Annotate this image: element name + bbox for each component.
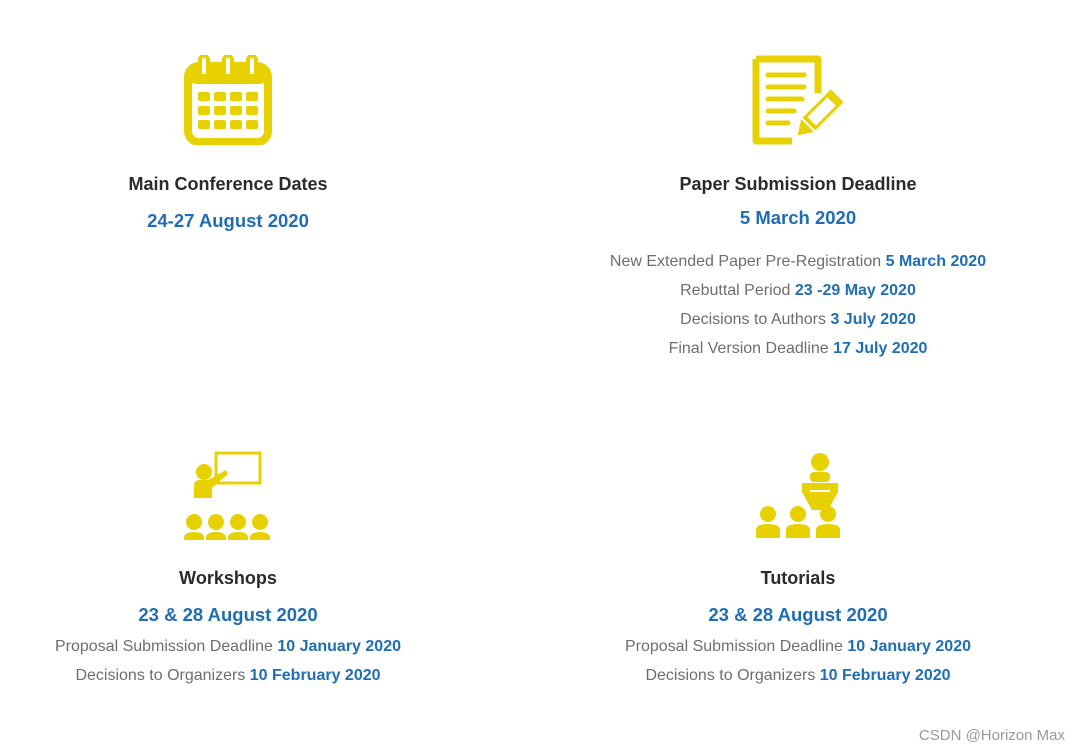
- paper-submission-date: 5 March 2020: [739, 207, 857, 228]
- workshops-item-label: Decisions to Organizers: [75, 667, 246, 684]
- paper-item-label: Decisions to Authors: [680, 311, 826, 328]
- tutorials-item-value: 10 January 2020: [847, 638, 971, 655]
- tutorials-item-label: Decisions to Organizers: [645, 667, 816, 684]
- speaker-podium-icon: [752, 450, 844, 540]
- tutorials-date: 23 & 28 August 2020: [708, 604, 888, 625]
- workshops-item-label: Proposal Submission Deadline: [54, 638, 273, 655]
- paper-item-value: 3 July 2020: [830, 311, 916, 328]
- paper-item-final-version: [538, 340, 1058, 358]
- paper-item-pre-registration: [538, 253, 1058, 271]
- tutorials-card: [538, 440, 1058, 700]
- workshops-item-decisions: [0, 667, 488, 685]
- paper-item-label: Final Version Deadline: [668, 340, 829, 357]
- workshops-date: 23 & 28 August 2020: [138, 604, 318, 625]
- tutorials-item-decisions: [538, 667, 1058, 685]
- paper-item-rebuttal: [538, 282, 1058, 300]
- workshops-item-value: 10 January 2020: [277, 638, 401, 655]
- paper-item-decisions: [538, 311, 1058, 329]
- tutorials-item-label: Proposal Submission Deadline: [624, 638, 843, 655]
- tutorials-title: Tutorials: [760, 568, 836, 588]
- document-pencil-icon: [752, 55, 844, 147]
- presentation-audience-icon: [182, 450, 274, 540]
- watermark: CSDN @Horizon Max: [918, 727, 1065, 744]
- workshops-item-value: 10 February 2020: [249, 667, 381, 684]
- paper-item-value: 5 March 2020: [885, 253, 987, 270]
- main-conference-card: [0, 0, 488, 260]
- tutorials-item-proposal: [538, 638, 1058, 656]
- tutorials-item-value: 10 February 2020: [819, 667, 951, 684]
- workshops-item-proposal: [0, 638, 488, 656]
- paper-item-label: New Extended Paper Pre-Registration: [609, 253, 882, 270]
- calendar-icon: [184, 55, 272, 145]
- paper-item-value: 23 -29 May 2020: [794, 282, 916, 299]
- workshops-card: [0, 440, 488, 700]
- workshops-title: Workshops: [179, 568, 277, 588]
- paper-item-value: 17 July 2020: [833, 340, 928, 357]
- paper-submission-title: Paper Submission Deadline: [679, 174, 917, 194]
- main-conference-date: 24-27 August 2020: [147, 210, 309, 231]
- paper-submission-card: [538, 0, 1058, 380]
- main-conference-title: Main Conference Dates: [128, 174, 328, 194]
- paper-item-label: Rebuttal Period: [680, 282, 791, 299]
